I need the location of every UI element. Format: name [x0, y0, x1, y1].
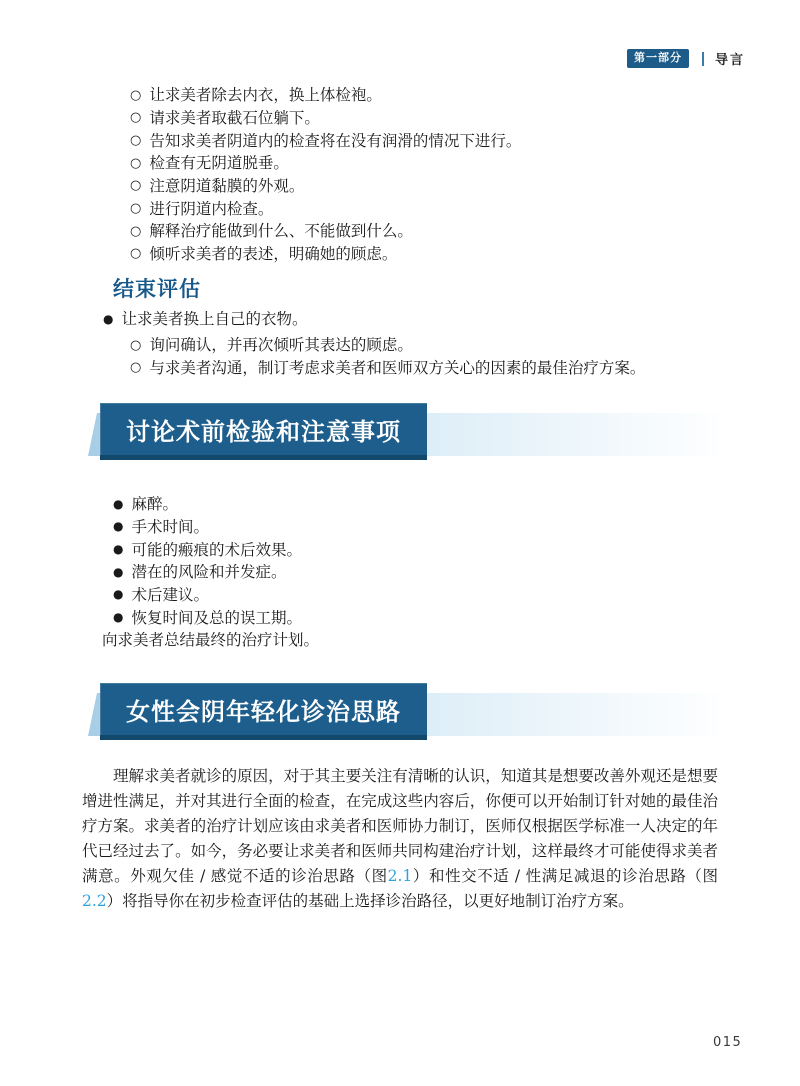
- section-heading-closing-assessment: 结束评估: [113, 276, 201, 301]
- chapter-label: 导言: [714, 53, 745, 68]
- closing-assessment-sublist: [130, 333, 645, 378]
- list-item: [113, 537, 302, 560]
- banner-title: 女性会阴年轻化诊治思路: [126, 697, 401, 726]
- exam-checklist: [130, 83, 521, 265]
- list-item: [113, 560, 302, 583]
- checklist-item-text: 进行阴道内检查。: [149, 199, 274, 218]
- checklist-item: [130, 174, 521, 197]
- checklist-item: [130, 219, 521, 242]
- bullet-disc-icon: [113, 564, 123, 580]
- checklist-item: [130, 196, 521, 219]
- bullet-circle-icon: [130, 359, 141, 375]
- bullet-circle-icon: [130, 155, 141, 171]
- paragraph-text: ）将指导你在初步检查评估的基础上选择诊治路径，以更好地制订治疗方案。: [106, 892, 634, 910]
- bullet-disc-icon: [113, 541, 123, 557]
- list-item-text: 术后建议。: [131, 586, 209, 605]
- checklist-item-text: 让求美者除去内衣，换上体检袍。: [149, 86, 382, 105]
- checklist-item: [130, 151, 521, 174]
- preop-closing-line: 向求美者总结最终的治疗计划。: [102, 631, 320, 649]
- bullet-circle-icon: [130, 245, 141, 261]
- bullet-circle-icon: [130, 87, 141, 103]
- checklist-item-text: 请求美者取截石位躺下。: [149, 109, 320, 128]
- figure-2-1-link[interactable]: 2.1: [387, 867, 413, 885]
- checklist-item: [130, 128, 521, 151]
- checklist-item-text: 倾听求美者的表述，明确她的顾虑。: [149, 245, 398, 264]
- bullet-circle-icon: [130, 177, 141, 193]
- paragraph-text: 理解求美者就诊的原因，对于其主要关注有清晰的认识，知道其是想要改善外观还是想要增进性满足，并对其进行全面的检查，在完成这些内容后，你便可以开始制订针对她的最佳治疗方案。求美者的治疗计划应该由求美者和医师协力制订，医师仅根据医学标准一人决定的年代已经过去了。如今，务必要让求美者和医师共同构建治疗计划，这样最终才可能使得求美者满意。外观欠佳 / 感觉不适的诊治思路（图: [82, 767, 718, 885]
- page-header: [627, 49, 745, 68]
- checklist-item: [130, 106, 521, 129]
- banner-title: 讨论术前检验和注意事项: [126, 417, 401, 446]
- page-number: 015: [713, 1035, 743, 1050]
- bullet-disc-icon: [113, 518, 123, 534]
- checklist-item-text: 与求美者沟通，制订考虑求美者和医师双方关心的因素的最佳治疗方案。: [149, 359, 646, 378]
- checklist-item-text: 检查有无阴道脱垂。: [149, 154, 289, 173]
- checklist-item: [130, 83, 521, 106]
- bullet-disc-icon: [113, 586, 123, 602]
- section-banner-approach: [88, 683, 718, 741]
- list-item-text: 可能的瘢痕的术后效果。: [131, 540, 302, 559]
- list-item: [113, 605, 302, 628]
- list-item: [113, 515, 302, 538]
- list-item-text: 潜在的风险和并发症。: [131, 563, 287, 582]
- bullet-circle-icon: [130, 223, 141, 239]
- section-banner-preop: [88, 403, 718, 461]
- checklist-item-text: 告知求美者阴道内的检查将在没有润滑的情况下进行。: [149, 131, 522, 150]
- bullet-circle-icon: [130, 337, 141, 353]
- part-badge: 第一部分: [627, 49, 689, 67]
- list-item: [113, 583, 302, 606]
- checklist-item-text: 解释治疗能做到什么、不能做到什么。: [149, 222, 413, 241]
- figure-2-2-link[interactable]: 2.2: [82, 892, 107, 910]
- bullet-disc-icon: [103, 311, 113, 327]
- bullet-circle-icon: [130, 132, 141, 148]
- list-item-text: 恢复时间及总的误工期。: [131, 608, 302, 627]
- checklist-item: [130, 356, 645, 379]
- bullet-circle-icon: [130, 109, 141, 125]
- checklist-item: [130, 242, 521, 265]
- closing-assessment-main-item: [103, 307, 308, 330]
- bullet-disc-icon: [113, 496, 123, 512]
- header-separator-bar: [702, 52, 704, 66]
- bullet-disc-icon: [113, 609, 123, 625]
- banner-title-box: [100, 403, 427, 460]
- body-paragraph: [82, 764, 718, 914]
- list-item-text: 麻醉。: [131, 495, 178, 514]
- checklist-item: [130, 333, 645, 356]
- list-item: [113, 492, 302, 515]
- preop-topics-list: [113, 492, 302, 628]
- banner-title-box: [100, 683, 427, 740]
- checklist-item-text: 注意阴道黏膜的外观。: [149, 177, 305, 196]
- checklist-item-text: 询问确认，并再次倾听其表达的顾虑。: [149, 336, 413, 355]
- list-item-text: 手术时间。: [131, 518, 209, 537]
- paragraph-text: ）和性交不适 / 性满足减退的诊治思路（图: [412, 867, 718, 885]
- bullet-circle-icon: [130, 200, 141, 216]
- closing-assessment-main-text: 让求美者换上自己的衣物。: [121, 310, 308, 329]
